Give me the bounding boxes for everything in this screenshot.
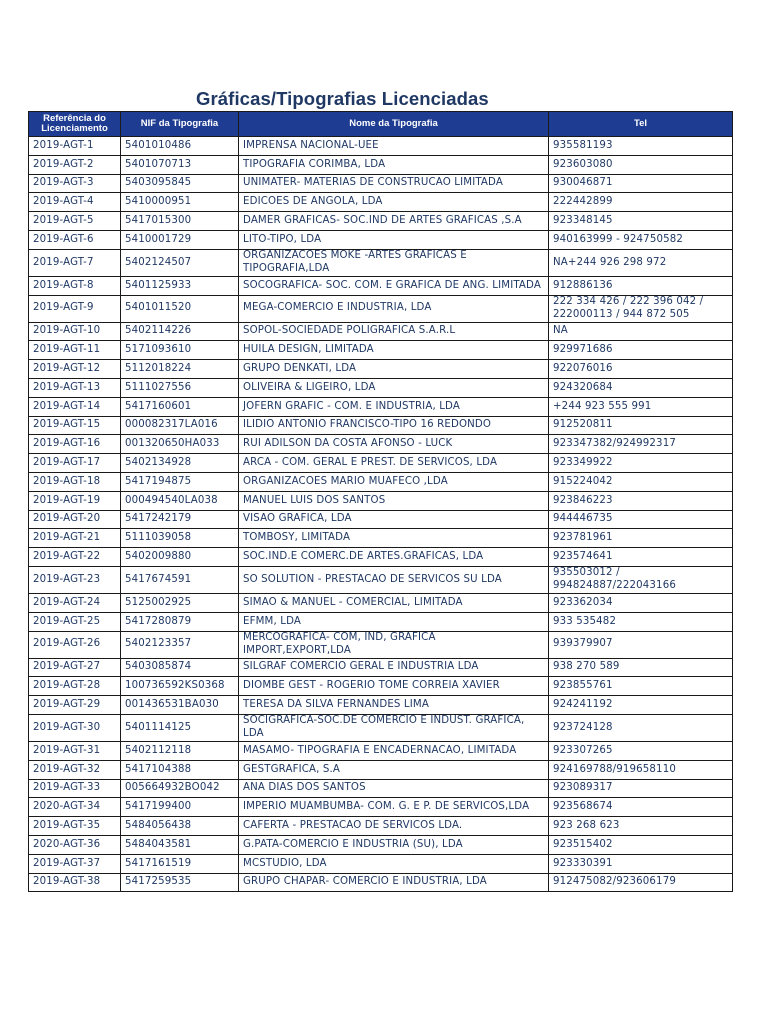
reference-cell: 2019-AGT-24 [29,593,121,612]
nif-cell: 5403095845 [121,174,239,193]
tel-cell: 923089317 [549,779,733,798]
name-cell: SOCOGRAFICA- SOC. COM. E GRAFICA DE ANG. LIMITADA [239,276,549,295]
table-row [29,612,733,631]
nif-cell: 5111039058 [121,529,239,548]
reference-cell: 2019-AGT-12 [29,360,121,379]
tel-cell: 912475082/923606179 [549,873,733,892]
nif-cell: 005664932BO042 [121,779,239,798]
reference-cell: 2019-AGT-33 [29,779,121,798]
reference-cell: 2019-AGT-8 [29,276,121,295]
tel-cell: 935503012 / 994824887/222043166 [549,566,733,593]
reference-cell: 2019-AGT-18 [29,472,121,491]
name-cell: MCSTUDIO, LDA [239,854,549,873]
name-cell: ORGANIZACOES MARIO MUAFECO ,LDA [239,472,549,491]
name-cell: IMPRENSA NACIONAL-UEE [239,137,549,156]
tel-cell: 923781961 [549,529,733,548]
table-row [29,548,733,567]
table-row [29,212,733,231]
name-cell: EDICOES DE ANGOLA, LDA [239,193,549,212]
tel-cell: 923568674 [549,798,733,817]
tel-cell: +244 923 555 991 [549,397,733,416]
reference-cell: 2019-AGT-20 [29,510,121,529]
table-header-row [29,112,733,137]
name-cell: GESTGRAFICA, S.A [239,760,549,779]
nif-cell: 5402114226 [121,322,239,341]
nif-cell: 5401125933 [121,276,239,295]
reference-cell: 2019-AGT-4 [29,193,121,212]
table-row [29,714,733,741]
table-row [29,741,733,760]
header-name: Nome da Tipografia [239,112,549,137]
nif-cell: 5401011520 [121,295,239,322]
nif-cell: 5484043581 [121,835,239,854]
nif-cell: 001436531BA030 [121,696,239,715]
tel-cell: 923347382/924992317 [549,435,733,454]
page-title: Gráficas/Tipografias Licenciadas [196,88,489,109]
table-row [29,360,733,379]
table-row [29,566,733,593]
name-cell: MANUEL LUIS DOS SANTOS [239,491,549,510]
nif-cell: 5401010486 [121,137,239,156]
reference-cell: 2019-AGT-17 [29,454,121,473]
tel-cell: 938 270 589 [549,658,733,677]
nif-cell: 5410000951 [121,193,239,212]
reference-cell: 2019-AGT-23 [29,566,121,593]
nif-cell: 001320650HA033 [121,435,239,454]
tel-cell: 929971686 [549,341,733,360]
tel-cell: 923846223 [549,491,733,510]
table-row [29,779,733,798]
reference-cell: 2019-AGT-16 [29,435,121,454]
tel-cell: 923330391 [549,854,733,873]
reference-cell: 2019-AGT-11 [29,341,121,360]
reference-cell: 2019-AGT-25 [29,612,121,631]
tel-cell: 944446735 [549,510,733,529]
table-row [29,798,733,817]
reference-cell: 2019-AGT-37 [29,854,121,873]
reference-cell: 2019-AGT-13 [29,378,121,397]
reference-cell: 2019-AGT-21 [29,529,121,548]
name-cell: ORGANIZACOES MOKE -ARTES GRAFICAS E TIPOGRAFIA,LDA [239,249,549,276]
table-row [29,435,733,454]
table-row [29,658,733,677]
table-row [29,155,733,174]
table-row [29,295,733,322]
nif-cell: 5403085874 [121,658,239,677]
table-row [29,472,733,491]
name-cell: MERCOGRAFICA- COM, IND, GRAFICA IMPORT,EXPORT,LDA [239,631,549,658]
name-cell: HUILA DESIGN, LIMITADA [239,341,549,360]
reference-cell: 2019-AGT-14 [29,397,121,416]
name-cell: SOPOL-SOCIEDADE POLIGRAFICA S.A.R.L [239,322,549,341]
name-cell: ARCA - COM. GERAL E PREST. DE SERVICOS, LDA [239,454,549,473]
tel-cell: NA [549,322,733,341]
nif-cell: 5417199400 [121,798,239,817]
tel-cell: 923574641 [549,548,733,567]
tel-cell: 923349922 [549,454,733,473]
name-cell: ILIDIO ANTONIO FRANCISCO-TIPO 16 REDONDO [239,416,549,435]
reference-cell: 2019-AGT-31 [29,741,121,760]
table-row [29,416,733,435]
table-row [29,835,733,854]
reference-cell: 2019-AGT-9 [29,295,121,322]
tel-cell: 923362034 [549,593,733,612]
tel-cell: 923724128 [549,714,733,741]
nif-cell: 5417160601 [121,397,239,416]
table-row [29,322,733,341]
tel-cell: 939379907 [549,631,733,658]
name-cell: TIPOGRAFIA CORIMBA, LDA [239,155,549,174]
table-row [29,397,733,416]
reference-cell: 2019-AGT-28 [29,677,121,696]
name-cell: SIMAO & MANUEL - COMERCIAL, LIMITADA [239,593,549,612]
nif-cell: 5417280879 [121,612,239,631]
table-row [29,854,733,873]
nif-cell: 5401114125 [121,714,239,741]
tel-cell: NA+244 926 298 972 [549,249,733,276]
tel-cell: 940163999 - 924750582 [549,230,733,249]
nif-cell: 5112018224 [121,360,239,379]
nif-cell: 5417242179 [121,510,239,529]
name-cell: EFMM, LDA [239,612,549,631]
reference-cell: 2019-AGT-15 [29,416,121,435]
name-cell: MEGA-COMERCIO E INDUSTRIA, LDA [239,295,549,322]
table-row [29,817,733,836]
tel-cell: 912520811 [549,416,733,435]
table-row [29,677,733,696]
reference-cell: 2019-AGT-29 [29,696,121,715]
table-row [29,631,733,658]
name-cell: SOC.IND.E COMERC.DE ARTES.GRAFICAS, LDA [239,548,549,567]
nif-cell: 5417104388 [121,760,239,779]
name-cell: GRUPO DENKATI, LDA [239,360,549,379]
tel-cell: 912886136 [549,276,733,295]
tel-cell: 933 535482 [549,612,733,631]
tel-cell: 222 334 426 / 222 396 042 / 222000113 / 944 872 505 [549,295,733,322]
nif-cell: 100736592KS0368 [121,677,239,696]
table-row [29,760,733,779]
nif-cell: 5402124507 [121,249,239,276]
reference-cell: 2019-AGT-26 [29,631,121,658]
table-row [29,193,733,212]
name-cell: ANA DIAS DOS SANTOS [239,779,549,798]
name-cell: DIOMBE GEST - ROGERIO TOME CORREIA XAVIER [239,677,549,696]
header-tel: Tel [549,112,733,137]
table-row [29,510,733,529]
table-body [29,137,733,892]
reference-cell: 2019-AGT-27 [29,658,121,677]
tel-cell: 923603080 [549,155,733,174]
nif-cell: 5402112118 [121,741,239,760]
tel-cell: 923515402 [549,835,733,854]
table-row [29,491,733,510]
table-row [29,529,733,548]
nif-cell: 5417015300 [121,212,239,231]
nif-cell: 000494540LA038 [121,491,239,510]
name-cell: JOFERN GRAFIC - COM. E INDUSTRIA, LDA [239,397,549,416]
name-cell: TOMBOSY, LIMITADA [239,529,549,548]
tel-cell: 922076016 [549,360,733,379]
nif-cell: 5111027556 [121,378,239,397]
reference-cell: 2020-AGT-34 [29,798,121,817]
nif-cell: 5417194875 [121,472,239,491]
tel-cell: 923307265 [549,741,733,760]
name-cell: SO SOLUTION - PRESTACAO DE SERVICOS SU LDA [239,566,549,593]
name-cell: G.PATA-COMERCIO E INDUSTRIA (SU), LDA [239,835,549,854]
table-row [29,341,733,360]
nif-cell: 5171093610 [121,341,239,360]
table-row [29,593,733,612]
name-cell: LITO-TIPO, LDA [239,230,549,249]
tel-cell: 935581193 [549,137,733,156]
table-row [29,137,733,156]
table-row [29,230,733,249]
tel-cell: 915224042 [549,472,733,491]
tel-cell: 924320684 [549,378,733,397]
header-nif: NIF da Tipografia [121,112,239,137]
nif-cell: 5417674591 [121,566,239,593]
reference-cell: 2019-AGT-2 [29,155,121,174]
table-row [29,276,733,295]
name-cell: OLIVEIRA & LIGEIRO, LDA [239,378,549,397]
nif-cell: 5402009880 [121,548,239,567]
tel-cell: 923348145 [549,212,733,231]
nif-cell: 5484056438 [121,817,239,836]
reference-cell: 2020-AGT-36 [29,835,121,854]
nif-cell: 5410001729 [121,230,239,249]
table-row [29,696,733,715]
licensed-printers-table [28,111,733,892]
table-row [29,873,733,892]
table-row [29,378,733,397]
reference-cell: 2019-AGT-7 [29,249,121,276]
header-reference: Referência do Licenciamento [29,112,121,137]
reference-cell: 2019-AGT-32 [29,760,121,779]
tel-cell: 924169788/919658110 [549,760,733,779]
tel-cell: 222442899 [549,193,733,212]
name-cell: DAMER GRAFICAS- SOC.IND DE ARTES GRAFICAS ,S.A [239,212,549,231]
name-cell: MASAMO- TIPOGRAFIA E ENCADERNACAO, LIMITADA [239,741,549,760]
tel-cell: 923855761 [549,677,733,696]
nif-cell: 000082317LA016 [121,416,239,435]
reference-cell: 2019-AGT-38 [29,873,121,892]
nif-cell: 5402134928 [121,454,239,473]
name-cell: RUI ADILSON DA COSTA AFONSO - LUCK [239,435,549,454]
name-cell: VISAO GRAFICA, LDA [239,510,549,529]
reference-cell: 2019-AGT-1 [29,137,121,156]
reference-cell: 2019-AGT-5 [29,212,121,231]
tel-cell: 930046871 [549,174,733,193]
reference-cell: 2019-AGT-19 [29,491,121,510]
name-cell: UNIMATER- MATERIAS DE CONSTRUCAO LIMITADA [239,174,549,193]
nif-cell: 5401070713 [121,155,239,174]
name-cell: SOCIGRAFICA-SOC.DE COMERCIO E INDUST. GRAFICA, LDA [239,714,549,741]
name-cell: TERESA DA SILVA FERNANDES LIMA [239,696,549,715]
table-row [29,174,733,193]
reference-cell: 2019-AGT-10 [29,322,121,341]
name-cell: SILGRAF COMERCIO GERAL E INDUSTRIA LDA [239,658,549,677]
table-row [29,249,733,276]
tel-cell: 923 268 623 [549,817,733,836]
nif-cell: 5417161519 [121,854,239,873]
nif-cell: 5402123357 [121,631,239,658]
reference-cell: 2019-AGT-35 [29,817,121,836]
reference-cell: 2019-AGT-6 [29,230,121,249]
table-row [29,454,733,473]
nif-cell: 5125002925 [121,593,239,612]
reference-cell: 2019-AGT-22 [29,548,121,567]
name-cell: CAFERTA - PRESTACAO DE SERVICOS LDA. [239,817,549,836]
reference-cell: 2019-AGT-3 [29,174,121,193]
name-cell: IMPERIO MUAMBUMBA- COM. G. E P. DE SERVICOS,LDA [239,798,549,817]
nif-cell: 5417259535 [121,873,239,892]
reference-cell: 2019-AGT-30 [29,714,121,741]
tel-cell: 924241192 [549,696,733,715]
name-cell: GRUPO CHAPAR- COMERCIO E INDUSTRIA, LDA [239,873,549,892]
